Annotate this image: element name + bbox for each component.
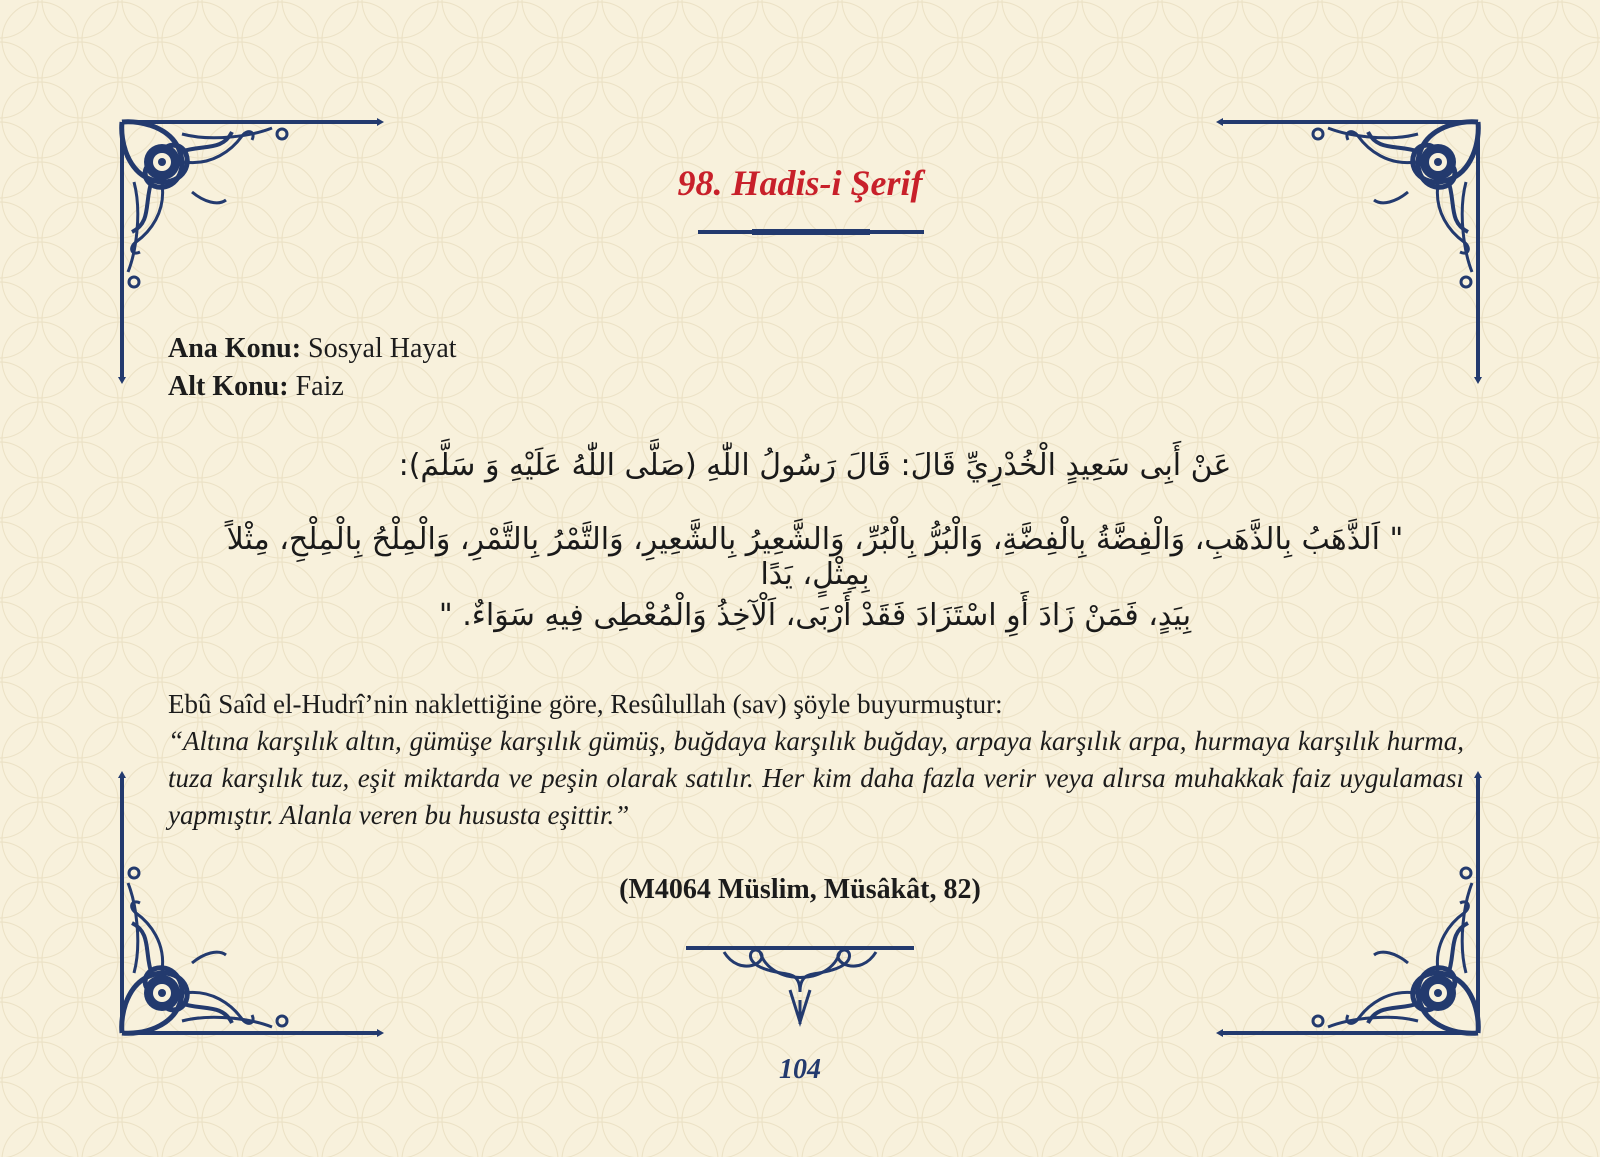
hadith-source: (M4064 Müslim, Müsâkât, 82) (619, 874, 981, 905)
translation-intro: Ebû Saîd el-Hudrî’nin naklettiğine göre, Resûlullah (sav) şöyle buyurmuştur: (168, 689, 1003, 719)
arabic-line-3: بِيَدٍ، فَمَنْ زَادَ أَوِ اسْتَزَادَ فَقَدْ أَرْبَى، اَلْآخِذُ وَالْمُعْطِى فِيهِ سَوَاءٌ. " (438, 598, 1192, 633)
sub-topic-value: Faiz (295, 371, 344, 402)
main-topic-label: Ana Konu: (168, 333, 302, 364)
translation-block (168, 686, 1464, 834)
main-topic-value: Sosyal Hayat (308, 333, 457, 364)
translation-quote: “Altına karşılık altın, gümüşe karşılık gümüş, buğdaya karşılık buğday, arpaya karşılık arpa, hurmaya karşılık hurma, tuza karşılık tuz, eşit miktarda ve peşin olarak satılır. Her kim daha fazla verir veya alırsa muhakkak faiz uygulaması yapmıştır. Alanla veren bu hususta eşittir.” (168, 726, 1464, 830)
corner-ornament-top-right (1216, 118, 1482, 384)
page-title: 98. Hadis-i Şerif (677, 163, 923, 203)
topic-block (168, 330, 457, 406)
sub-topic (168, 368, 457, 406)
arabic-line-1: عَنْ أَبِى سَعِيدٍ الْخُدْرِيِّ قَالَ: قَالَ رَسُولُ اللّٰهِ (صَلَّى اللّٰهُ عَلَيْهِ وَ سَلَّمَ): (398, 448, 1232, 483)
page-number: 104 (779, 1054, 821, 1085)
arabic-line-2: " اَلذَّهَبُ بِالذَّهَبِ، وَالْفِضَّةُ بِالْفِضَّةِ، وَالْبُرُّ بِالْبُرِّ، وَالشَّعِيرُ بِالشَّعِيرِ، وَالتَّمْرُ بِالتَّمْرِ، وَالْمِلْحُ بِالْمِلْحِ، مِثْلاً بِمِثْلٍ، يَدًا (226, 522, 1404, 592)
bottom-flourish (686, 948, 914, 1024)
main-topic (168, 330, 457, 368)
title-divider (698, 229, 924, 235)
sub-topic-label: Alt Konu: (168, 371, 289, 402)
